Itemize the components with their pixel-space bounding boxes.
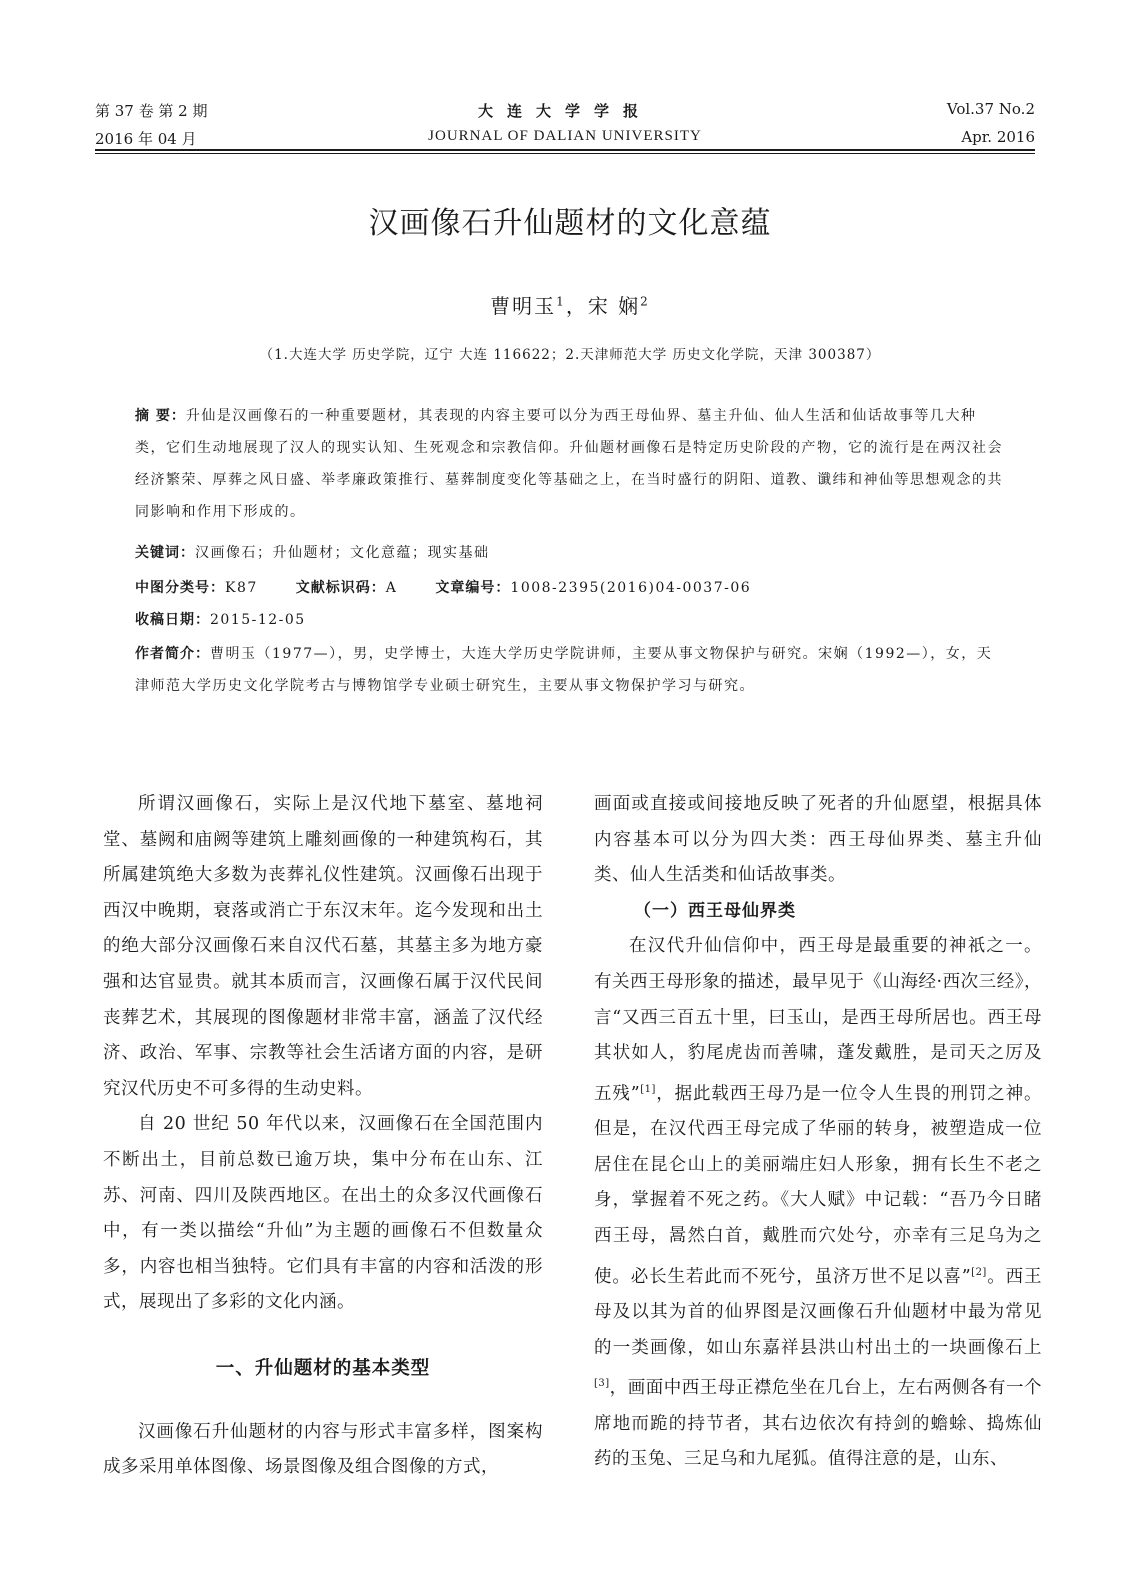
article-title: 汉画像石升仙题材的文化意蕴 — [368, 206, 772, 241]
clc-value: K87 — [225, 580, 258, 596]
clc-label: 中图分类号： — [135, 580, 225, 596]
bio-text: 曹明玉（1977—），男，史学博士，大连大学历史学院讲师，主要从事文物保护与研究。宋娴（1992—），女，天津师范大学历史文化学院考古与博物馆学专业硕士研究生，主要从事文物保护学习与研究。 — [135, 646, 993, 694]
paragraph — [594, 929, 1042, 1477]
affiliation: （1.大连大学 历史学院，辽宁 大连 116622；2.天津师范大学 历史文化学院，天津 300387） — [259, 347, 881, 363]
citation-ref[interactable]: [3] — [594, 1378, 610, 1390]
citation-ref[interactable]: [2] — [971, 1266, 987, 1278]
header-rule-thick — [95, 149, 1035, 151]
doc-code-value: A — [385, 580, 398, 596]
paragraph: 画面或直接或间接地反映了死者的升仙愿望，根据具体内容基本可以分为四大类：西王母仙界类、墓主升仙类、仙人生活类和仙话故事类。 — [594, 794, 1042, 886]
received-label: 收稿日期： — [135, 612, 210, 628]
journal-name-cn: 大连大学学报 — [477, 102, 652, 120]
paragraph-text: ，画面中西王母正襟危坐在几台上，左右两侧各有一个席地而跪的持节者，其右边依次有持剑的蟾蜍、捣炼仙药的玉兔、三足乌和九尾狐。值得注意的是，山东、 — [594, 1377, 1042, 1470]
keywords-text: 汉画像石；升仙题材；文化意蕴；现实基础 — [195, 545, 490, 561]
paragraph: 汉画像石升仙题材的内容与形式丰富多样，图案构成多采用单体图像、场景图像及组合图像的方式， — [103, 1421, 543, 1478]
paragraph-text: 在汉代升仙信仰中，西王母是最重要的神祇之一。有关西王母形象的描述，最早见于《山海经·西次三经》，言“又西三百五十里，曰玉山，是西王母所居也。西王母其状如人，豹尾虎齿而善啸，蓬发戴胜，是司天之厉及五残” — [594, 936, 1042, 1104]
abstract-text: 升仙是汉画像石的一种重要题材，其表现的内容主要可以分为西王母仙界、墓主升仙、仙人生活和仙话故事等几大种类，它们生动地展现了汉人的现实认知、生死观念和宗教信仰。升仙题材画像石是特定历史阶段的产物，它的流行是在两汉社会经济繁荣、厚葬之风日盛、举孝廉政策推行、墓葬制度变化等基础之上，在当时盛行的阴阳、道教、谶纬和神仙等思想观念的共同影响和作用下形成的。 — [135, 408, 1003, 520]
section-heading-1: 一、升仙题材的基本类型 — [215, 1357, 431, 1379]
received-date — [135, 604, 1005, 636]
paragraph-text: 。西王母及以其为首的仙界图是汉画像石升仙题材中最为常见的一类画像，如山东嘉祥县洪山村出土的一块画像石上 — [594, 1266, 1043, 1358]
article-no-value: 1008-2395(2016)04-0037-06 — [510, 580, 752, 596]
bio-label: 作者简介： — [135, 646, 210, 662]
author-sep: ， — [565, 294, 588, 318]
author-1-sup: 1 — [556, 294, 566, 309]
volume-cn: 第 37 卷 第 2 期 — [95, 102, 208, 120]
author-1: 曹明玉 — [490, 294, 557, 318]
paragraph: 自 20 世纪 50 年代以来，汉画像石在全国范围内不断出土，目前总数已逾万块，集中分布在山东、江苏、河南、四川及陕西地区。在出土的众多汉代画像石中，有一类以描绘“升仙”为主题的画像石不但数量众多，内容也相当独特。它们具有丰富的内容和活泼的形式，展现出了多彩的文化内涵。 — [103, 1114, 543, 1313]
keywords-label: 关键词： — [135, 545, 195, 561]
body-column-right — [594, 787, 1042, 1478]
author-2-sup: 2 — [640, 294, 650, 309]
author-2: 宋 娴 — [587, 294, 641, 318]
citation-ref[interactable]: [1] — [640, 1083, 656, 1095]
abstract — [135, 400, 1005, 528]
date-cn: 2016 年 04 月 — [95, 130, 197, 148]
subsection-heading-1-1: （一）西王母仙界类 — [634, 900, 796, 921]
paragraph-text: ，据此载西王母乃是一位令人生畏的刑罚之神。但是，在汉代西王母完成了华丽的转身，被塑造成一位居住在昆仑山上的美丽端庄妇人形象，拥有长生不老之身，掌握着不死之药。《大人赋》中记载：“吾乃今日睹西王母，暠然白首，戴胜而穴处兮，亦幸有三足乌为之使。必长生若此而不死兮，虽济万世不足以喜” — [594, 1083, 1042, 1287]
header-rule-thin — [95, 153, 1035, 154]
author-line — [0, 290, 1140, 319]
author-bio — [135, 638, 1005, 702]
abstract-label: 摘 要： — [135, 408, 186, 424]
body-column-left — [103, 787, 543, 1486]
journal-name-en: JOURNAL OF DALIAN UNIVERSITY — [428, 128, 702, 144]
received-value: 2015-12-05 — [210, 612, 306, 628]
doc-code-label: 文献标识码： — [295, 580, 386, 596]
article-no-label: 文章编号： — [435, 580, 511, 596]
volume-en: Vol.37 No.2 — [946, 100, 1035, 118]
classification-line — [135, 572, 1005, 604]
paragraph: 所谓汉画像石，实际上是汉代地下墓室、墓地祠堂、墓阙和庙阙等建筑上雕刻画像的一种建筑构石，其所属建筑绝大多数为丧葬礼仪性建筑。汉画像石出现于西汉中晚期，衰落或消亡于东汉末年。迄今发现和出土的绝大部分汉画像石来自汉代石墓，其墓主多为地方豪强和达官显贵。就其本质而言，汉画像石属于汉代民间丧葬艺术，其展现的图像题材非常丰富，涵盖了汉代经济、政治、军事、宗教等社会生活诸方面的内容，是研究汉代历史不可多得的生动史料。 — [103, 794, 543, 1099]
date-en: Apr. 2016 — [961, 128, 1035, 146]
keywords — [135, 537, 1005, 569]
